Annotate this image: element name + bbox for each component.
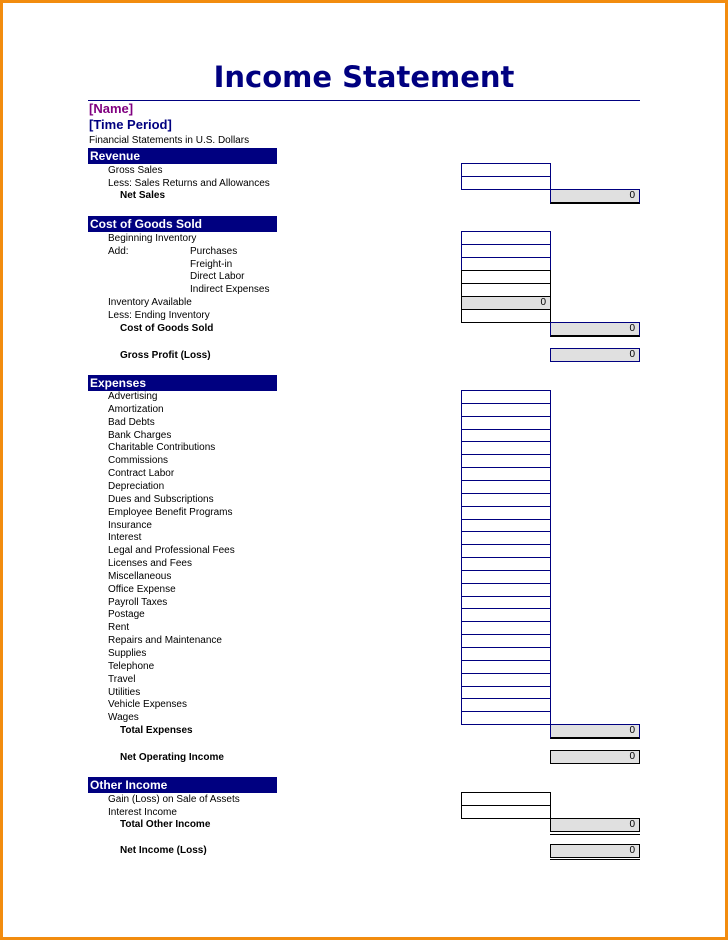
- expense-label: Office Expense: [108, 583, 176, 595]
- expense-label: Vehicle Expenses: [108, 699, 187, 711]
- time-period[interactable]: [Time Period]: [89, 117, 172, 132]
- net-income-total: 0: [550, 844, 640, 858]
- expense-label: Charitable Contributions: [108, 442, 216, 454]
- expense-label: Bank Charges: [108, 429, 172, 441]
- gain-loss-label: Gain (Loss) on Sale of Assets: [108, 794, 240, 805]
- direct-labor-label: Direct Labor: [190, 271, 245, 282]
- freight-in-label: Freight-in: [190, 259, 233, 270]
- other-income-header: Other Income: [88, 777, 277, 793]
- company-name[interactable]: [Name]: [89, 101, 134, 116]
- freight-in-input[interactable]: [461, 257, 551, 271]
- revenue-header: Revenue: [88, 148, 277, 164]
- sales-returns-label: Less: Sales Returns and Allowances: [108, 178, 270, 189]
- net-operating-income-total: 0: [550, 750, 640, 764]
- gross-profit-total: 0: [550, 348, 640, 362]
- expense-label: Supplies: [108, 648, 147, 659]
- net-operating-income-label: Net Operating Income: [120, 752, 224, 763]
- gain-loss-input[interactable]: [461, 792, 551, 806]
- expense-label: Commissions: [108, 455, 169, 467]
- ending-inventory-input[interactable]: [461, 309, 551, 323]
- expense-label: Insurance: [108, 519, 152, 531]
- expense-label: Dues and Subscriptions: [108, 493, 214, 505]
- expense-label: Advertising: [108, 391, 158, 402]
- add-label: Add:: [108, 246, 129, 257]
- direct-labor-input[interactable]: [461, 270, 551, 284]
- sales-returns-input[interactable]: [461, 176, 551, 190]
- gross-sales-input[interactable]: [461, 163, 551, 177]
- expense-label: Contract Labor: [108, 468, 175, 480]
- net-income-underline: [550, 859, 640, 860]
- title-rule: [88, 100, 640, 101]
- total-other-income: 0: [550, 818, 640, 832]
- expense-label: Licenses and Fees: [108, 558, 192, 570]
- expense-label: Payroll Taxes: [108, 596, 168, 608]
- beginning-inventory-input[interactable]: [461, 231, 551, 245]
- page-title: Income Statement: [213, 60, 515, 94]
- expense-label: Miscellaneous: [108, 570, 172, 582]
- cogs-total-label: Cost of Goods Sold: [120, 323, 214, 334]
- expense-label: Rent: [108, 622, 130, 634]
- cogs-header: Cost of Goods Sold: [88, 216, 277, 232]
- purchases-input[interactable]: [461, 244, 551, 258]
- expense-label: Employee Benefit Programs: [108, 506, 233, 518]
- expense-label: Utilities: [108, 686, 141, 698]
- total-other-income-underline: [550, 834, 640, 835]
- expenses-header: Expenses: [88, 375, 277, 391]
- gross-sales-label: Gross Sales: [108, 165, 163, 176]
- total-other-income-label: Total Other Income: [120, 819, 211, 830]
- expense-label: Travel: [108, 673, 136, 685]
- gross-profit-label: Gross Profit (Loss): [120, 350, 211, 361]
- interest-income-input[interactable]: [461, 805, 551, 819]
- expense-label: Interest: [108, 532, 142, 544]
- net-sales-total: 0: [550, 189, 640, 204]
- expense-label: Postage: [108, 609, 145, 621]
- total-expenses-label: Total Expenses: [120, 725, 193, 736]
- net-income-label: Net Income (Loss): [120, 845, 207, 856]
- purchases-label: Purchases: [190, 246, 238, 257]
- expense-label: Depreciation: [108, 480, 165, 492]
- net-sales-label: Net Sales: [120, 190, 166, 201]
- expense-label: Telephone: [108, 660, 155, 672]
- expense-label: Bad Debts: [108, 416, 155, 428]
- total-expenses: 0: [550, 724, 640, 739]
- expense-label: Wages: [108, 712, 139, 724]
- expense-label: Repairs and Maintenance: [108, 635, 222, 647]
- expense-label: Legal and Professional Fees: [108, 545, 235, 557]
- currency-note: Financial Statements in U.S. Dollars: [89, 135, 250, 146]
- interest-income-label: Interest Income: [108, 807, 177, 818]
- expense-input[interactable]: [461, 711, 551, 725]
- ending-inventory-label: Less: Ending Inventory: [108, 310, 210, 321]
- inventory-available-value: 0: [461, 296, 551, 310]
- expense-label: Amortization: [108, 403, 164, 415]
- inventory-available-label: Inventory Available: [108, 297, 192, 308]
- beginning-inventory-label: Beginning Inventory: [108, 233, 197, 244]
- indirect-expenses-label: Indirect Expenses: [190, 284, 270, 295]
- cogs-total: 0: [550, 322, 640, 337]
- indirect-expenses-input[interactable]: [461, 283, 551, 297]
